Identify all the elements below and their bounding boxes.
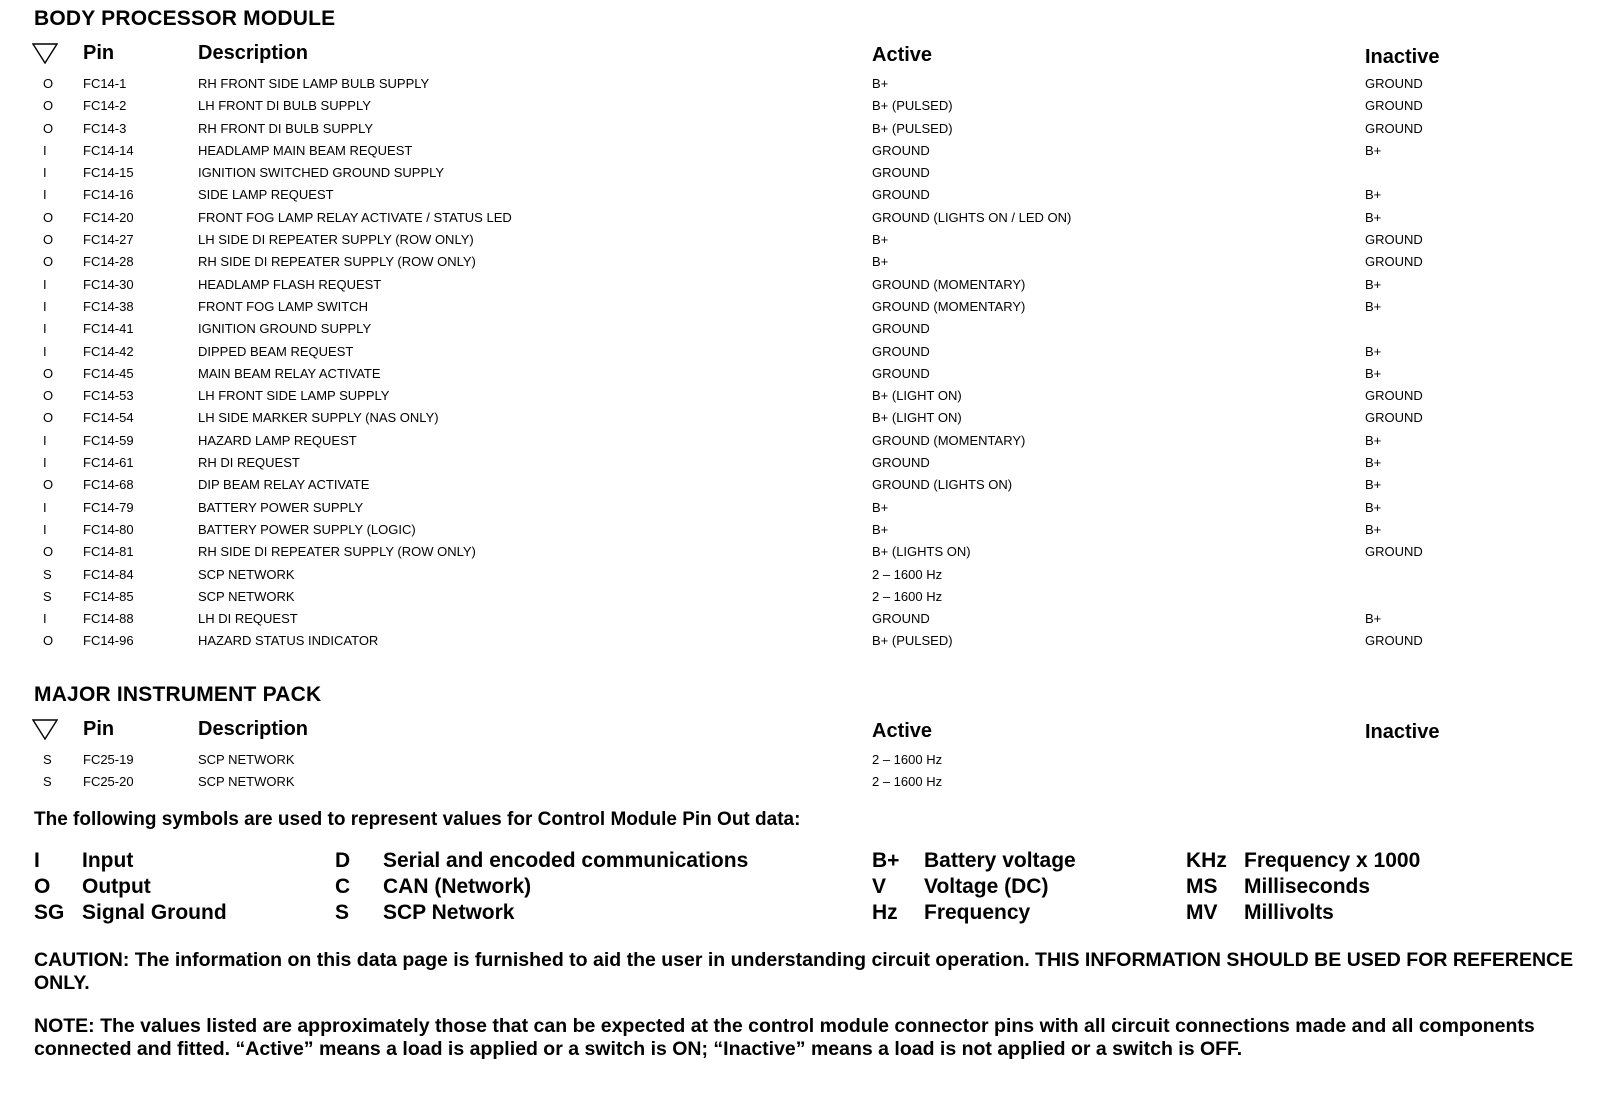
- active-value-cell: GROUND: [872, 142, 930, 158]
- description-cell: RH FRONT DI BULB SUPPLY: [198, 120, 374, 136]
- inactive-value-cell: GROUND: [1365, 120, 1423, 136]
- description-cell: MAIN BEAM RELAY ACTIVATE: [198, 365, 381, 381]
- direction-cell: S: [43, 752, 52, 767]
- direction-cell: O: [43, 209, 54, 225]
- symbols-legend: [34, 849, 1594, 929]
- table-row: [0, 455, 1600, 477]
- table-row: [0, 433, 1600, 455]
- inactive-value-cell: GROUND: [1365, 544, 1423, 560]
- direction-cell: I: [43, 187, 47, 203]
- legend-column: [335, 849, 795, 927]
- description-cell: DIPPED BEAM REQUEST: [198, 343, 354, 359]
- legend-item: [1186, 875, 1586, 901]
- description-cell: IGNITION GROUND SUPPLY: [198, 321, 372, 337]
- table-row: [0, 500, 1600, 522]
- pin-cell: FC14-2: [83, 98, 127, 114]
- direction-cell: S: [43, 588, 52, 604]
- legend-item: [872, 849, 1192, 875]
- active-value-cell: GROUND: [872, 187, 930, 203]
- table-row: [0, 544, 1600, 566]
- triangle-down-icon: [32, 718, 58, 740]
- description-cell: LH DI REQUEST: [198, 611, 298, 627]
- active-value-cell: GROUND: [872, 365, 930, 381]
- legend-label: Signal Ground: [82, 901, 227, 924]
- table-row: [0, 633, 1600, 655]
- active-value-cell: B+: [872, 521, 889, 537]
- legend-label: Input: [82, 849, 134, 872]
- pin-cell: FC14-3: [83, 120, 127, 136]
- pin-cell: FC14-28: [83, 254, 134, 270]
- direction-cell: S: [43, 566, 52, 582]
- legend-symbol: O: [34, 875, 51, 898]
- header-pin: Pin: [83, 42, 115, 64]
- legend-item: [34, 875, 354, 901]
- active-value-cell: B+ (LIGHT ON): [872, 410, 962, 426]
- table-row: [0, 522, 1600, 544]
- inactive-value-cell: GROUND: [1365, 98, 1423, 114]
- active-value-cell: 2 – 1600 Hz: [872, 752, 943, 767]
- active-value-cell: 2 – 1600 Hz: [872, 588, 943, 604]
- direction-cell: O: [43, 633, 54, 649]
- section-title-instrument-pack: MAJOR INSTRUMENT PACK: [34, 683, 322, 706]
- legend-symbol: SG: [34, 901, 65, 924]
- active-value-cell: 2 – 1600 Hz: [872, 566, 943, 582]
- active-value-cell: GROUND: [872, 611, 930, 627]
- pin-cell: FC14-20: [83, 209, 134, 225]
- pin-cell: FC25-19: [83, 752, 134, 767]
- legend-symbol: MV: [1186, 901, 1218, 924]
- description-cell: BATTERY POWER SUPPLY (LOGIC): [198, 521, 416, 537]
- pin-table-instrument-pack: [0, 752, 1600, 797]
- inactive-value-cell: GROUND: [1365, 232, 1423, 248]
- table-row: [0, 187, 1600, 209]
- legend-item: [1186, 849, 1586, 875]
- header-description: Description: [198, 718, 309, 740]
- pin-cell: FC14-61: [83, 455, 134, 471]
- direction-cell: I: [43, 611, 47, 627]
- description-cell: RH SIDE DI REPEATER SUPPLY (ROW ONLY): [198, 544, 476, 560]
- pin-cell: FC14-30: [83, 276, 134, 292]
- description-cell: RH FRONT SIDE LAMP BULB SUPPLY: [198, 76, 430, 91]
- inactive-value-cell: B+: [1365, 477, 1382, 493]
- description-cell: SCP NETWORK: [198, 588, 295, 604]
- inactive-value-cell: GROUND: [1365, 633, 1423, 649]
- legend-item: [335, 901, 795, 927]
- direction-cell: I: [43, 276, 47, 292]
- header-description: Description: [198, 42, 309, 64]
- pin-cell: FC14-96: [83, 633, 134, 649]
- description-cell: LH SIDE MARKER SUPPLY (NAS ONLY): [198, 410, 439, 426]
- pin-cell: FC14-53: [83, 388, 134, 404]
- direction-cell: I: [43, 298, 47, 314]
- description-cell: SCP NETWORK: [198, 566, 295, 582]
- description-cell: FRONT FOG LAMP RELAY ACTIVATE / STATUS LED: [198, 209, 512, 225]
- inactive-value-cell: B+: [1365, 521, 1382, 537]
- inactive-value-cell: B+: [1365, 611, 1382, 627]
- legend-symbol: S: [335, 901, 350, 924]
- table-row: [0, 277, 1600, 299]
- inactive-value-cell: B+: [1365, 276, 1382, 292]
- direction-cell: S: [43, 774, 52, 790]
- note-text: NOTE: The values listed are approximately those that can be expected at the control module connector pins with all circuit connections made and all components connected and fitted. “Active” means a load is applied or a switch is ON; “Inactive” means a load is not applied or a switch is OFF.: [34, 1015, 1535, 1060]
- direction-cell: O: [43, 98, 54, 114]
- inactive-value-cell: B+: [1365, 187, 1382, 203]
- direction-cell: I: [43, 455, 47, 471]
- description-cell: RH SIDE DI REPEATER SUPPLY (ROW ONLY): [198, 254, 476, 270]
- table-row: [0, 232, 1600, 254]
- description-cell: SCP NETWORK: [198, 752, 295, 767]
- legend-column: [1186, 849, 1586, 927]
- active-value-cell: 2 – 1600 Hz: [872, 774, 943, 790]
- pin-cell: FC14-45: [83, 365, 134, 381]
- inactive-value-cell: GROUND: [1365, 76, 1423, 91]
- legend-column: [34, 849, 354, 927]
- description-cell: FRONT FOG LAMP SWITCH: [198, 298, 368, 314]
- legend-symbol: KHz: [1186, 849, 1227, 872]
- legend-label: Battery voltage: [924, 849, 1076, 872]
- inactive-value-cell: B+: [1365, 142, 1382, 158]
- table-row: [0, 774, 1600, 796]
- table-row: [0, 254, 1600, 276]
- direction-cell: I: [43, 432, 47, 448]
- pin-cell: FC14-85: [83, 588, 134, 604]
- table-row: [0, 98, 1600, 120]
- direction-cell: O: [43, 410, 54, 426]
- pin-cell: FC14-1: [83, 76, 127, 91]
- direction-cell: O: [43, 544, 54, 560]
- table-row: [0, 165, 1600, 187]
- legend-label: SCP Network: [383, 901, 515, 924]
- inactive-value-cell: B+: [1365, 499, 1382, 515]
- direction-cell: I: [43, 521, 47, 537]
- table-row: [0, 299, 1600, 321]
- direction-cell: O: [43, 76, 54, 91]
- legend-label: Millivolts: [1244, 901, 1334, 924]
- active-value-cell: GROUND: [872, 455, 930, 471]
- pin-cell: FC14-16: [83, 187, 134, 203]
- description-cell: LH SIDE DI REPEATER SUPPLY (ROW ONLY): [198, 232, 474, 248]
- pin-cell: FC14-27: [83, 232, 134, 248]
- direction-cell: I: [43, 499, 47, 515]
- description-cell: HAZARD STATUS INDICATOR: [198, 633, 379, 649]
- legend-symbol: D: [335, 849, 351, 872]
- legend-label: Frequency x 1000: [1244, 849, 1421, 872]
- table-row: [0, 366, 1600, 388]
- legend-symbol: I: [34, 849, 40, 872]
- description-cell: LH FRONT DI BULB SUPPLY: [198, 98, 371, 114]
- description-cell: HEADLAMP FLASH REQUEST: [198, 276, 382, 292]
- pin-cell: FC14-42: [83, 343, 134, 359]
- pin-cell: FC14-84: [83, 566, 134, 582]
- description-cell: SCP NETWORK: [198, 774, 295, 790]
- legend-item: [872, 901, 1192, 927]
- description-cell: HEADLAMP MAIN BEAM REQUEST: [198, 142, 413, 158]
- direction-cell: O: [43, 388, 54, 404]
- pin-cell: FC14-41: [83, 321, 134, 337]
- inactive-value-cell: GROUND: [1365, 254, 1423, 270]
- direction-cell: I: [43, 321, 47, 337]
- active-value-cell: GROUND (MOMENTARY): [872, 298, 1026, 314]
- caution-text: CAUTION: The information on this data page is furnished to aid the user in understanding circuit operation. THIS INFORMATION SHOULD BE USED FOR REFERENCE ONLY.: [34, 949, 1574, 994]
- table-row: [0, 76, 1600, 98]
- table-row: [0, 611, 1600, 633]
- active-value-cell: B+ (LIGHT ON): [872, 388, 962, 404]
- table-row: [0, 321, 1600, 343]
- description-cell: RH DI REQUEST: [198, 455, 300, 471]
- active-value-cell: GROUND: [872, 343, 930, 359]
- legend-symbol: Hz: [872, 901, 898, 924]
- legend-label: Output: [82, 875, 151, 898]
- inactive-value-cell: GROUND: [1365, 388, 1423, 404]
- table-row: [0, 410, 1600, 432]
- inactive-value-cell: B+: [1365, 209, 1382, 225]
- table-row: [0, 477, 1600, 499]
- table-row: [0, 143, 1600, 165]
- legend-symbol: MS: [1186, 875, 1218, 898]
- active-value-cell: B+ (LIGHTS ON): [872, 544, 971, 560]
- active-value-cell: B+: [872, 76, 889, 91]
- table-row: [0, 589, 1600, 611]
- legend-item: [335, 875, 795, 901]
- direction-cell: O: [43, 254, 54, 270]
- legend-item: [34, 901, 354, 927]
- legend-item: [34, 849, 354, 875]
- table-row: [0, 752, 1600, 774]
- header-inactive: Inactive: [1365, 721, 1440, 743]
- active-value-cell: B+ (PULSED): [872, 98, 953, 114]
- header-pin: Pin: [83, 718, 115, 740]
- section-title-body-processor: BODY PROCESSOR MODULE: [34, 7, 336, 30]
- inactive-value-cell: B+: [1365, 298, 1382, 314]
- direction-cell: O: [43, 232, 54, 248]
- pin-cell: FC14-14: [83, 142, 134, 158]
- legend-item: [872, 875, 1192, 901]
- active-value-cell: GROUND (MOMENTARY): [872, 276, 1026, 292]
- description-cell: HAZARD LAMP REQUEST: [198, 432, 357, 448]
- pin-cell: FC14-15: [83, 165, 134, 181]
- inactive-value-cell: B+: [1365, 343, 1382, 359]
- direction-cell: I: [43, 343, 47, 359]
- direction-cell: I: [43, 142, 47, 158]
- table-row: [0, 567, 1600, 589]
- pin-cell: FC14-38: [83, 298, 134, 314]
- triangle-down-icon: [32, 42, 58, 64]
- pin-cell: FC14-59: [83, 432, 134, 448]
- active-value-cell: GROUND: [872, 165, 930, 181]
- pin-cell: FC14-88: [83, 611, 134, 627]
- description-cell: IGNITION SWITCHED GROUND SUPPLY: [198, 165, 445, 181]
- symbols-intro: The following symbols are used to represent values for Control Module Pin Out data:: [34, 809, 801, 830]
- description-cell: SIDE LAMP REQUEST: [198, 187, 334, 203]
- legend-label: Milliseconds: [1244, 875, 1371, 898]
- inactive-value-cell: B+: [1365, 432, 1382, 448]
- table-row: [0, 388, 1600, 410]
- header-active: Active: [872, 720, 933, 742]
- description-cell: LH FRONT SIDE LAMP SUPPLY: [198, 388, 390, 404]
- description-cell: BATTERY POWER SUPPLY: [198, 499, 364, 515]
- pin-cell: FC14-80: [83, 521, 134, 537]
- header-active: Active: [872, 44, 933, 66]
- legend-item: [1186, 901, 1586, 927]
- direction-cell: O: [43, 365, 54, 381]
- direction-cell: I: [43, 165, 47, 181]
- inactive-value-cell: B+: [1365, 365, 1382, 381]
- table-row: [0, 121, 1600, 143]
- pin-cell: FC14-68: [83, 477, 134, 493]
- legend-column: [872, 849, 1192, 927]
- legend-label: Voltage (DC): [924, 875, 1049, 898]
- legend-label: Frequency: [924, 901, 1031, 924]
- active-value-cell: GROUND (LIGHTS ON / LED ON): [872, 209, 1072, 225]
- pin-table-body-processor: [0, 76, 1600, 656]
- active-value-cell: GROUND: [872, 321, 930, 337]
- pin-cell: FC14-54: [83, 410, 134, 426]
- legend-label: CAN (Network): [383, 875, 532, 898]
- pin-cell: FC14-81: [83, 544, 134, 560]
- legend-label: Serial and encoded communications: [383, 849, 749, 872]
- inactive-value-cell: B+: [1365, 455, 1382, 471]
- active-value-cell: B+: [872, 232, 889, 248]
- direction-cell: O: [43, 120, 54, 136]
- pin-cell: FC25-20: [83, 774, 134, 790]
- legend-symbol: B+: [872, 849, 900, 872]
- table-row: [0, 210, 1600, 232]
- active-value-cell: GROUND (LIGHTS ON): [872, 477, 1013, 493]
- header-inactive: Inactive: [1365, 46, 1440, 68]
- active-value-cell: B+: [872, 254, 889, 270]
- inactive-value-cell: GROUND: [1365, 410, 1423, 426]
- table-row: [0, 344, 1600, 366]
- active-value-cell: GROUND (MOMENTARY): [872, 432, 1026, 448]
- active-value-cell: B+ (PULSED): [872, 633, 953, 649]
- description-cell: DIP BEAM RELAY ACTIVATE: [198, 477, 370, 493]
- active-value-cell: B+: [872, 499, 889, 515]
- legend-symbol: C: [335, 875, 351, 898]
- legend-item: [335, 849, 795, 875]
- pin-cell: FC14-79: [83, 499, 134, 515]
- legend-symbol: V: [872, 875, 887, 898]
- active-value-cell: B+ (PULSED): [872, 120, 953, 136]
- direction-cell: O: [43, 477, 54, 493]
